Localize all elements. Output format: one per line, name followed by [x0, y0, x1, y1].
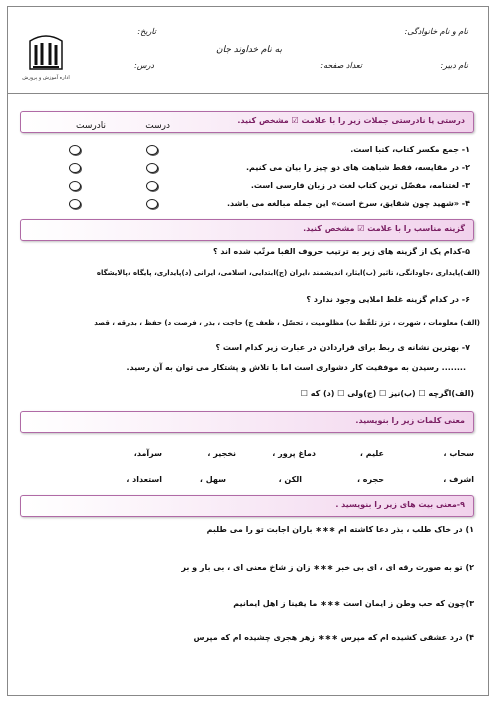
tf-2-false-radio[interactable] — [69, 163, 81, 173]
date-label: تاریخ: — [137, 27, 156, 36]
vocab-word: سهل ، — [199, 475, 226, 484]
tf-1-true-radio[interactable] — [146, 145, 158, 155]
section4-title: ۹-معنی بیت های زیر را بنویسید . — [335, 500, 465, 509]
q5-options[interactable]: (الف)پایداری ،جاودانگی، تاثیر (ب)ایثار، اندیشمند ،ایران (ج)ابتدایی، اسلامی، ایرانی (د)پایداری، پایگاه ،پالایشگاه — [96, 269, 480, 277]
vocab-word: اشرف ، — [443, 475, 474, 484]
section2-title: گزینه مناسب را با علامت ☑ مشخص کنید. — [303, 224, 465, 233]
teacher-label: نام دبیر: — [440, 61, 468, 70]
tf-4-true-radio[interactable] — [146, 199, 158, 209]
section2-title-bar — [20, 219, 474, 241]
tf-item-4: ۴- «شهید چون شقایق، سرخ است» این جمله مبالغه می باشد. — [227, 199, 470, 208]
tf-2-true-radio[interactable] — [146, 163, 158, 173]
section1-title: درستی یا نادرستی جملات زیر را با علامت ☑ مشخص کنید. — [237, 116, 465, 125]
subject-label: درس: — [134, 61, 154, 70]
vocab-word: استعداد ، — [126, 475, 162, 484]
col-true-header: درست — [145, 121, 170, 131]
tf-item-3: ۳- لغتنامه، مفصّل ترین کتاب لغت در زبان فارسی است. — [250, 181, 470, 190]
tf-item-2: ۲- در مقایسه، فقط شباهت های دو چیز را بیان می کنیم. — [246, 163, 470, 172]
section4-title-bar — [20, 495, 474, 517]
col-false-header: نادرست — [76, 121, 106, 131]
tf-4-false-radio[interactable] — [69, 199, 81, 209]
header — [8, 7, 488, 94]
verse-1: ۱) در خاک طلب ، بذر دعا کاشته ام ∗∗∗ باران اجابت تو را می طلبم — [206, 525, 474, 534]
vocab-word: الکن ، — [278, 475, 302, 484]
vocab-word: حجره ، — [356, 475, 384, 484]
vocab-word: سحاب ، — [443, 449, 474, 458]
q6-options[interactable]: (الف) معلومات ، شهرت ، ترز تلفّظ ب) مظلومیت ، تحسّل ، ظعف ج) حاجت ، بذر ، فرصت د) حفظ ، بدرقه ، قصد — [94, 319, 480, 327]
q7-question: ۷- بهترین نشانه ی ربط برای قراردادن در عبارت زیر کدام است ؟ — [215, 343, 470, 352]
vocab-word: سرآمد، — [133, 449, 162, 458]
vocab-word: علیم ، — [359, 449, 384, 458]
verse-2: ۲) تو به صورت رقه ای ، ای بی خبر ∗∗∗ زان ز شاخ معنی ای ، بی بار و بر — [181, 563, 474, 572]
vocab-word: نخجیر ، — [207, 449, 236, 458]
pages-label: تعداد صفحه: — [320, 61, 362, 70]
tf-3-true-radio[interactable] — [146, 181, 158, 191]
q5-question: ۵-کدام یک از گزینه های زیر به ترتیب حروف الفبا مرتّب شده اند ؟ — [212, 247, 470, 256]
tf-3-false-radio[interactable] — [69, 181, 81, 191]
section3-title-bar — [20, 411, 474, 433]
tf-1-false-radio[interactable] — [69, 145, 81, 155]
q6-question: ۶- در کدام گزینه غلط املایی وجود ندارد ؟ — [306, 295, 470, 304]
tf-item-1: ۱- جمع مکسر کتاب، کتبا است. — [350, 145, 470, 154]
q7-options[interactable]: (الف)اگرچه ☐ (ب)نیز ☐ (ج)ولی ☐ (د) که ☐ — [300, 389, 474, 398]
name-label: نام و نام خانوادگی: — [404, 27, 468, 36]
logo-caption: اداره آموزش و پرورش — [22, 75, 70, 81]
school-logo-icon — [26, 31, 66, 75]
verse-3: ۳)چون که حب وطن ز ایمان است ∗∗∗ ما یقینا ز اهل ایمانیم — [233, 599, 474, 608]
verse-4: ۴) درد عشقی کشیده ام که مپرس ∗∗∗ زهر هجری چشیده ام که مپرس — [193, 633, 474, 642]
bismillah: به نام خداوند جان — [215, 45, 282, 55]
vocab-word: دماغ پرور ، — [272, 449, 316, 458]
q7-sentence: ........ رسیدن به موفقیت کار دشواری است اما با تلاش و پشتکار می توان به آن رسید. — [126, 363, 466, 372]
section3-title: معنی کلمات زیر را بنویسید. — [355, 416, 465, 425]
worksheet-page — [7, 6, 489, 696]
